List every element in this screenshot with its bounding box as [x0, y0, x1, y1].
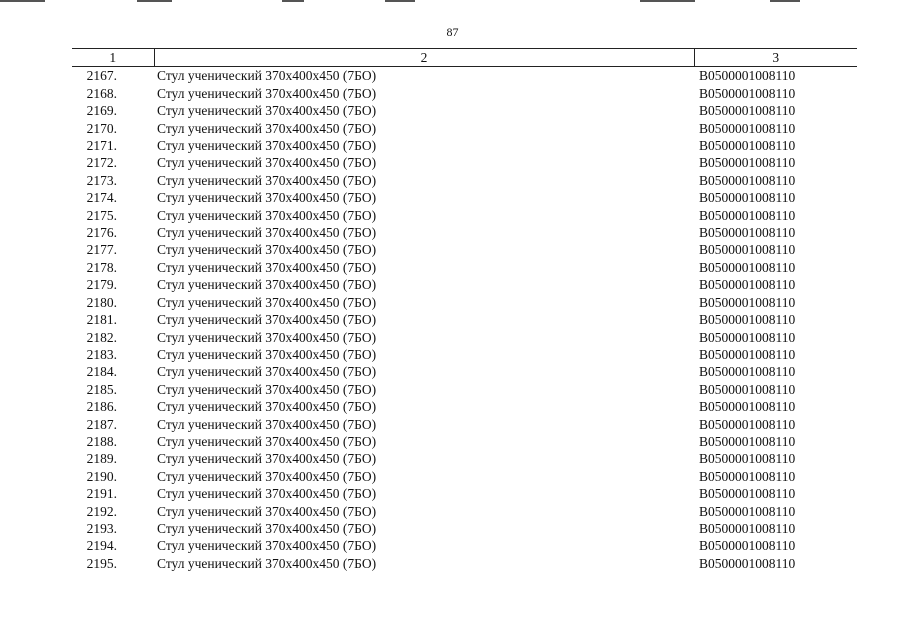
- row-number: 2195.: [86, 555, 117, 571]
- item-name: Стул ученический 370х400х450 (7БО): [157, 381, 377, 397]
- inventory-code: B0500001008110: [699, 433, 796, 449]
- item-name: Стул ученический 370х400х450 (7БО): [157, 486, 377, 502]
- table-row: [72, 137, 857, 154]
- row-number: 2191.: [86, 486, 117, 502]
- row-number: 2180.: [86, 294, 117, 310]
- item-name: Стул ученический 370х400х450 (7БО): [157, 103, 377, 119]
- item-name: Стул ученический 370х400х450 (7БО): [157, 120, 377, 136]
- inventory-code: B0500001008110: [699, 381, 796, 397]
- row-number: 2169.: [86, 103, 117, 119]
- item-name: Стул ученический 370х400х450 (7БО): [157, 433, 377, 449]
- item-name: Стул ученический 370х400х450 (7БО): [157, 138, 377, 154]
- table-row: [72, 433, 857, 450]
- table-row: [72, 85, 857, 102]
- table-header-row: [72, 49, 857, 67]
- inventory-code: B0500001008110: [699, 486, 796, 502]
- inventory-table: [72, 48, 857, 572]
- scan-edge-mark: [282, 0, 304, 2]
- item-name: Стул ученический 370х400х450 (7БО): [157, 451, 377, 467]
- item-name: Стул ученический 370х400х450 (7БО): [157, 329, 377, 345]
- table-row: [72, 520, 857, 537]
- inventory-code: B0500001008110: [699, 172, 796, 188]
- item-name: Стул ученический 370х400х450 (7БО): [157, 242, 377, 258]
- inventory-code: B0500001008110: [699, 103, 796, 119]
- inventory-code: B0500001008110: [699, 190, 796, 206]
- scan-edge-mark: [770, 0, 800, 2]
- inventory-code: B0500001008110: [699, 68, 796, 84]
- row-number: 2167.: [86, 68, 117, 84]
- row-number: 2194.: [86, 538, 117, 554]
- inventory-code: B0500001008110: [699, 364, 796, 380]
- scan-edge-mark: [640, 0, 695, 2]
- inventory-code: B0500001008110: [699, 329, 796, 345]
- table-row: [72, 224, 857, 241]
- row-number: 2173.: [86, 172, 117, 188]
- inventory-code: B0500001008110: [699, 451, 796, 467]
- row-number: 2189.: [86, 451, 117, 467]
- table-row: [72, 555, 857, 572]
- inventory-code: B0500001008110: [699, 520, 796, 536]
- item-name: Стул ученический 370х400х450 (7БО): [157, 555, 377, 571]
- row-number: 2168.: [86, 85, 117, 101]
- table-row: [72, 468, 857, 485]
- table-row: [72, 276, 857, 293]
- table-row: [72, 346, 857, 363]
- inventory-code: B0500001008110: [699, 138, 796, 154]
- row-number: 2187.: [86, 416, 117, 432]
- inventory-code: B0500001008110: [699, 468, 796, 484]
- table-row: [72, 120, 857, 137]
- table-row: [72, 381, 857, 398]
- inventory-code: B0500001008110: [699, 259, 796, 275]
- column-header-1: 1: [72, 49, 154, 67]
- inventory-code: B0500001008110: [699, 120, 796, 136]
- table-row: [72, 172, 857, 189]
- scan-edge-mark: [385, 0, 415, 2]
- row-number: 2174.: [86, 190, 117, 206]
- inventory-code: B0500001008110: [699, 416, 796, 432]
- item-name: Стул ученический 370х400х450 (7БО): [157, 538, 377, 554]
- inventory-code: B0500001008110: [699, 538, 796, 554]
- item-name: Стул ученический 370х400х450 (7БО): [157, 294, 377, 310]
- inventory-code: B0500001008110: [699, 503, 796, 519]
- row-number: 2178.: [86, 259, 117, 275]
- inventory-code: B0500001008110: [699, 207, 796, 223]
- table-row: [72, 241, 857, 258]
- row-number: 2176.: [86, 225, 117, 241]
- scan-edge-mark: [0, 0, 45, 2]
- table-row: [72, 363, 857, 380]
- item-name: Стул ученический 370х400х450 (7БО): [157, 259, 377, 275]
- row-number: 2193.: [86, 520, 117, 536]
- item-name: Стул ученический 370х400х450 (7БО): [157, 277, 377, 293]
- row-number: 2192.: [86, 503, 117, 519]
- item-name: Стул ученический 370х400х450 (7БО): [157, 312, 377, 328]
- row-number: 2177.: [86, 242, 117, 258]
- table-row: [72, 259, 857, 276]
- row-number: 2171.: [86, 138, 117, 154]
- table-row: [72, 485, 857, 502]
- row-number: 2183.: [86, 346, 117, 362]
- item-name: Стул ученический 370х400х450 (7БО): [157, 468, 377, 484]
- inventory-code: B0500001008110: [699, 225, 796, 241]
- table-row: [72, 450, 857, 467]
- item-name: Стул ученический 370х400х450 (7БО): [157, 172, 377, 188]
- row-number: 2175.: [86, 207, 117, 223]
- table-row: [72, 207, 857, 224]
- table-row: [72, 537, 857, 554]
- item-name: Стул ученический 370х400х450 (7БО): [157, 364, 377, 380]
- item-name: Стул ученический 370х400х450 (7БО): [157, 225, 377, 241]
- item-name: Стул ученический 370х400х450 (7БО): [157, 207, 377, 223]
- row-number: 2172.: [86, 155, 117, 171]
- table-row: [72, 311, 857, 328]
- row-number: 2185.: [86, 381, 117, 397]
- table-body: [72, 67, 857, 572]
- table-row: [72, 416, 857, 433]
- item-name: Стул ученический 370х400х450 (7БО): [157, 85, 377, 101]
- inventory-code: B0500001008110: [699, 294, 796, 310]
- row-number: 2186.: [86, 399, 117, 415]
- item-name: Стул ученический 370х400х450 (7БО): [157, 346, 377, 362]
- row-number: 2181.: [86, 312, 117, 328]
- row-number: 2190.: [86, 468, 117, 484]
- inventory-code: B0500001008110: [699, 155, 796, 171]
- row-number: 2188.: [86, 433, 117, 449]
- inventory-code: B0500001008110: [699, 312, 796, 328]
- table-row: [72, 67, 857, 85]
- item-name: Стул ученический 370х400х450 (7БО): [157, 520, 377, 536]
- table-row: [72, 329, 857, 346]
- inventory-code: B0500001008110: [699, 85, 796, 101]
- row-number: 2182.: [86, 329, 117, 345]
- row-number: 2170.: [86, 120, 117, 136]
- table-row: [72, 154, 857, 171]
- inventory-code: B0500001008110: [699, 277, 796, 293]
- table-row: [72, 398, 857, 415]
- table-row: [72, 294, 857, 311]
- row-number: 2179.: [86, 277, 117, 293]
- item-name: Стул ученический 370х400х450 (7БО): [157, 155, 377, 171]
- inventory-code: B0500001008110: [699, 555, 796, 571]
- column-header-2: 2: [154, 49, 694, 67]
- page-number: 87: [446, 25, 459, 39]
- inventory-code: B0500001008110: [699, 346, 796, 362]
- table-row: [72, 503, 857, 520]
- row-number: 2184.: [86, 364, 117, 380]
- item-name: Стул ученический 370х400х450 (7БО): [157, 68, 377, 84]
- item-name: Стул ученический 370х400х450 (7БО): [157, 503, 377, 519]
- scan-edge-mark: [137, 0, 172, 2]
- column-header-3: 3: [694, 49, 857, 67]
- table-row: [72, 102, 857, 119]
- table-row: [72, 189, 857, 206]
- inventory-code: B0500001008110: [699, 242, 796, 258]
- item-name: Стул ученический 370х400х450 (7БО): [157, 416, 377, 432]
- inventory-code: B0500001008110: [699, 399, 796, 415]
- item-name: Стул ученический 370х400х450 (7БО): [157, 190, 377, 206]
- item-name: Стул ученический 370х400х450 (7БО): [157, 399, 377, 415]
